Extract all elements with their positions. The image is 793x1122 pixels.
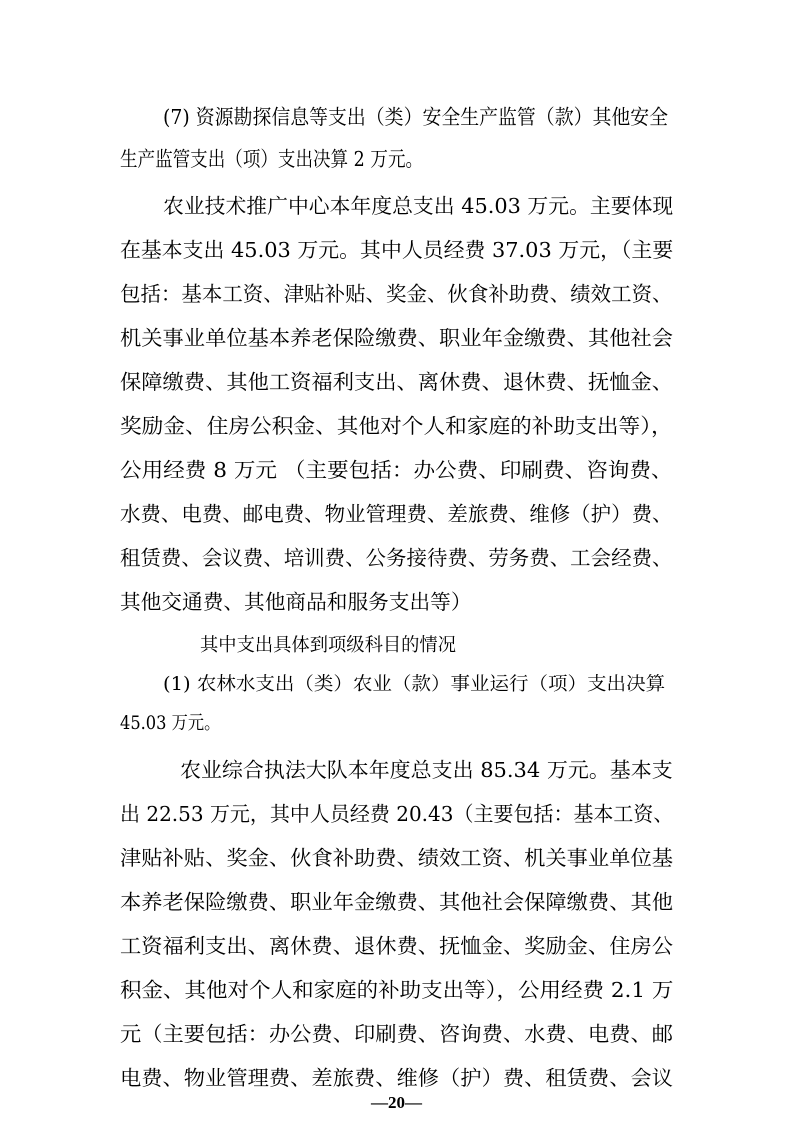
text-line: 其中支出具体到项级科目的情况: [200, 635, 457, 656]
text-line: 农业综合执法大队本年度总支出 85.34 万元。基本支: [180, 758, 673, 782]
text-line: 公用经费 8 万元 （主要包括：办公费、印刷费、咨询费、: [120, 458, 673, 482]
text-line: 津贴补贴、奖金、伙食补助费、绩效工资、机关事业单位基: [120, 846, 673, 870]
text-line: 本养老保险缴费、职业年金缴费、其他社会保障缴费、其他: [120, 890, 673, 914]
text-line: 保障缴费、其他工资福利支出、离休费、退休费、抚恤金、: [120, 370, 673, 394]
text-line: 机关事业单位基本养老保险缴费、职业年金缴费、其他社会: [120, 326, 673, 350]
text-line: 租赁费、会议费、培训费、公务接待费、劳务费、工会经费、: [120, 546, 673, 570]
page-number: —20—: [371, 1093, 422, 1112]
text-line: 包括：基本工资、津贴补贴、奖金、伙食补助费、绩效工资、: [120, 282, 673, 306]
text-line: (7) 资源勘探信息等支出（类）安全生产监管（款）其他安全: [163, 105, 669, 129]
text-line: 工资福利支出、离休费、退休费、抚恤金、奖励金、住房公: [120, 934, 673, 958]
text-line: 在基本支出 45.03 万元。其中人员经费 37.03 万元，（主要: [120, 238, 674, 262]
text-line: 电费、物业管理费、差旅费、维修（护）费、租赁费、会议: [120, 1066, 673, 1090]
text-line: 农业技术推广中心本年度总支出 45.03 万元。主要体现: [163, 194, 674, 218]
text-line: 出 22.53 万元，其中人员经费 20.43（主要包括：基本工资、: [120, 802, 674, 826]
text-line: 奖励金、住房公积金、其他对个人和家庭的补助支出等），: [120, 414, 673, 438]
text-line: (1) 农林水支出（类）农业（款）事业运行（项）支出决算: [163, 674, 666, 695]
text-line: 生产监管支出（项）支出决算 2 万元。: [120, 147, 424, 171]
text-line: 元（主要包括：办公费、印刷费、咨询费、水费、电费、邮: [120, 1022, 673, 1046]
text-line: 水费、电费、邮电费、物业管理费、差旅费、维修（护）费、: [120, 502, 673, 526]
text-line: 其他交通费、其他商品和服务支出等）: [120, 590, 472, 614]
text-line: 45.03 万元。: [120, 713, 221, 734]
text-line: 积金、其他对个人和家庭的补助支出等），公用经费 2.1 万: [120, 978, 674, 1002]
